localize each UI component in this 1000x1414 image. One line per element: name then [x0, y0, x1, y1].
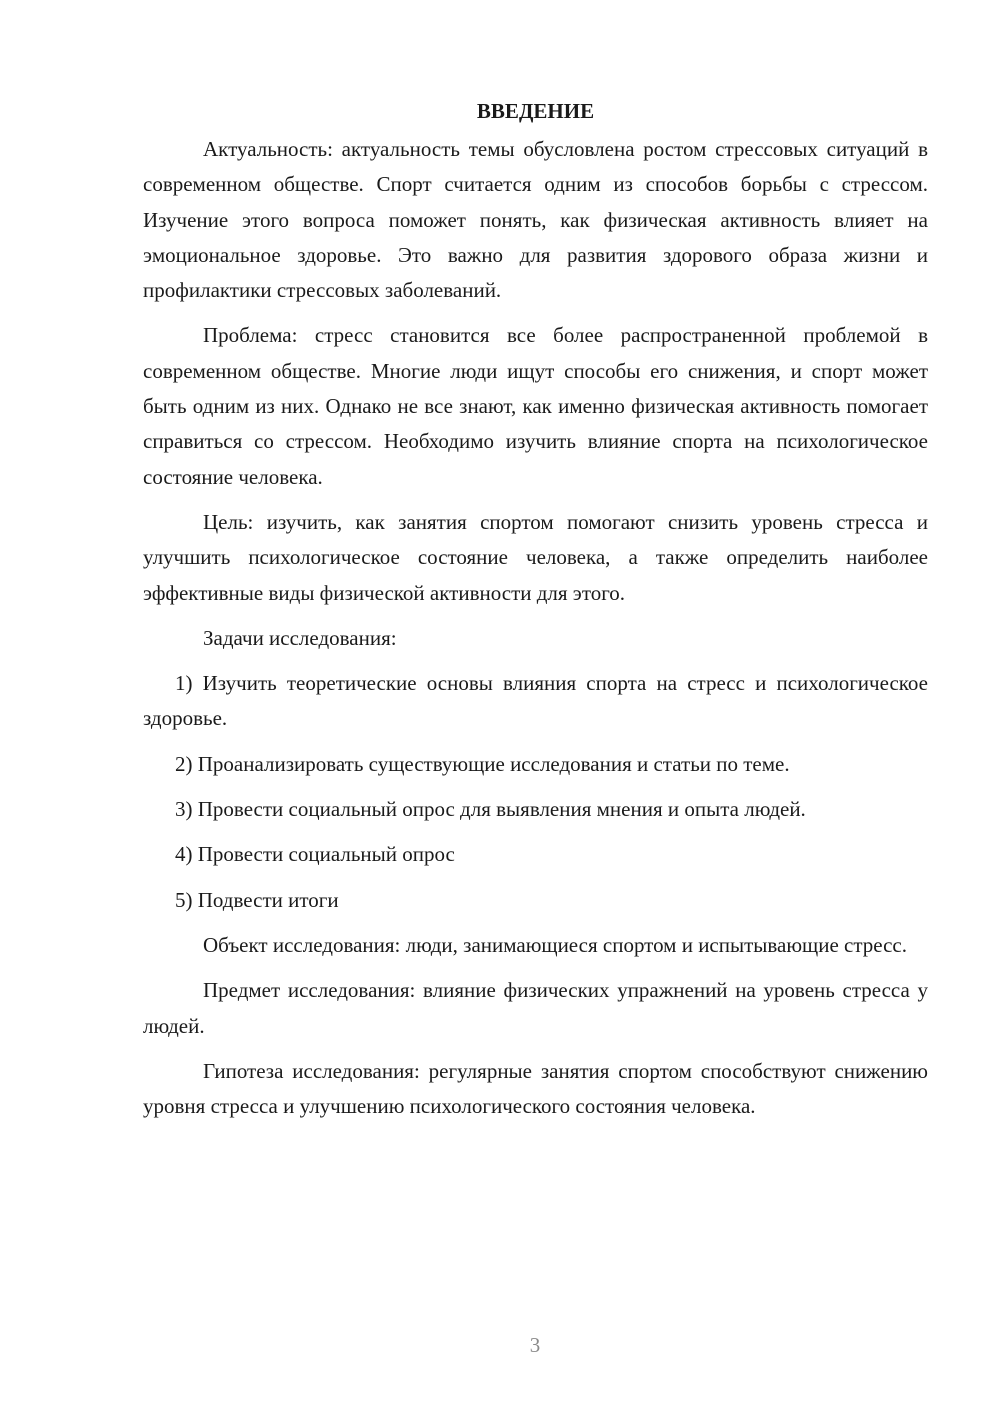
- subject-paragraph: Предмет исследования: влияние физических упражнений на уровень стресса у людей.: [143, 978, 928, 1038]
- task-item-1: 1) Изучить теоретические основы влияния спорта на стресс и психологическое здоровье.: [143, 671, 928, 731]
- object-paragraph: Объект исследования: люди, занимающиеся спортом и испытывающие стресс.: [203, 932, 908, 957]
- goal-paragraph: Цель: изучить, как занятия спортом помогают снизить уровень стресса и улучшить психологическое состояние человека, а также определить наиболее эффективные виды физической активности для этого.: [143, 509, 928, 605]
- relevance-paragraph: Актуальность: актуальность темы обусловлена ростом стрессовых ситуаций в современном обществе. Спорт считается одним из способов борьбы с стрессом. Изучение этого вопроса поможет понять, как физическая активность влияет на эмоциональное здоровье. Это важно для развития здорового образа жизни и профилактики стрессовых заболеваний.: [143, 137, 928, 303]
- task-item-3: 3) Провести социальный опрос для выявления мнения и опыта людей.: [175, 797, 806, 822]
- task-item-5: 5) Подвести итоги: [175, 887, 339, 912]
- page-number: 3: [529, 1333, 541, 1357]
- hypothesis-paragraph: Гипотеза исследования: регулярные занятия спортом способствуют снижению уровня стресса и улучшению психологического состояния человека.: [143, 1058, 928, 1119]
- task-item-4: 4) Провести социальный опрос: [175, 842, 455, 867]
- section-title: ВВЕДЕНИЕ: [476, 99, 595, 123]
- tasks-heading: Задачи исследования:: [203, 625, 397, 650]
- problem-paragraph: Проблема: стресс становится все более распространенной проблемой в современном обществе. Многие люди ищут способы его снижения, и спорт может быть одним из них. Однако не все знают, как именно физическая активность помогает справиться со стрессом. Необходимо изучить влияние спорта на психологическое состояние человека.: [143, 323, 928, 489]
- document-page: [143, 96, 928, 1134]
- task-item-2: 2) Проанализировать существующие исследования и статьи по теме.: [175, 751, 790, 776]
